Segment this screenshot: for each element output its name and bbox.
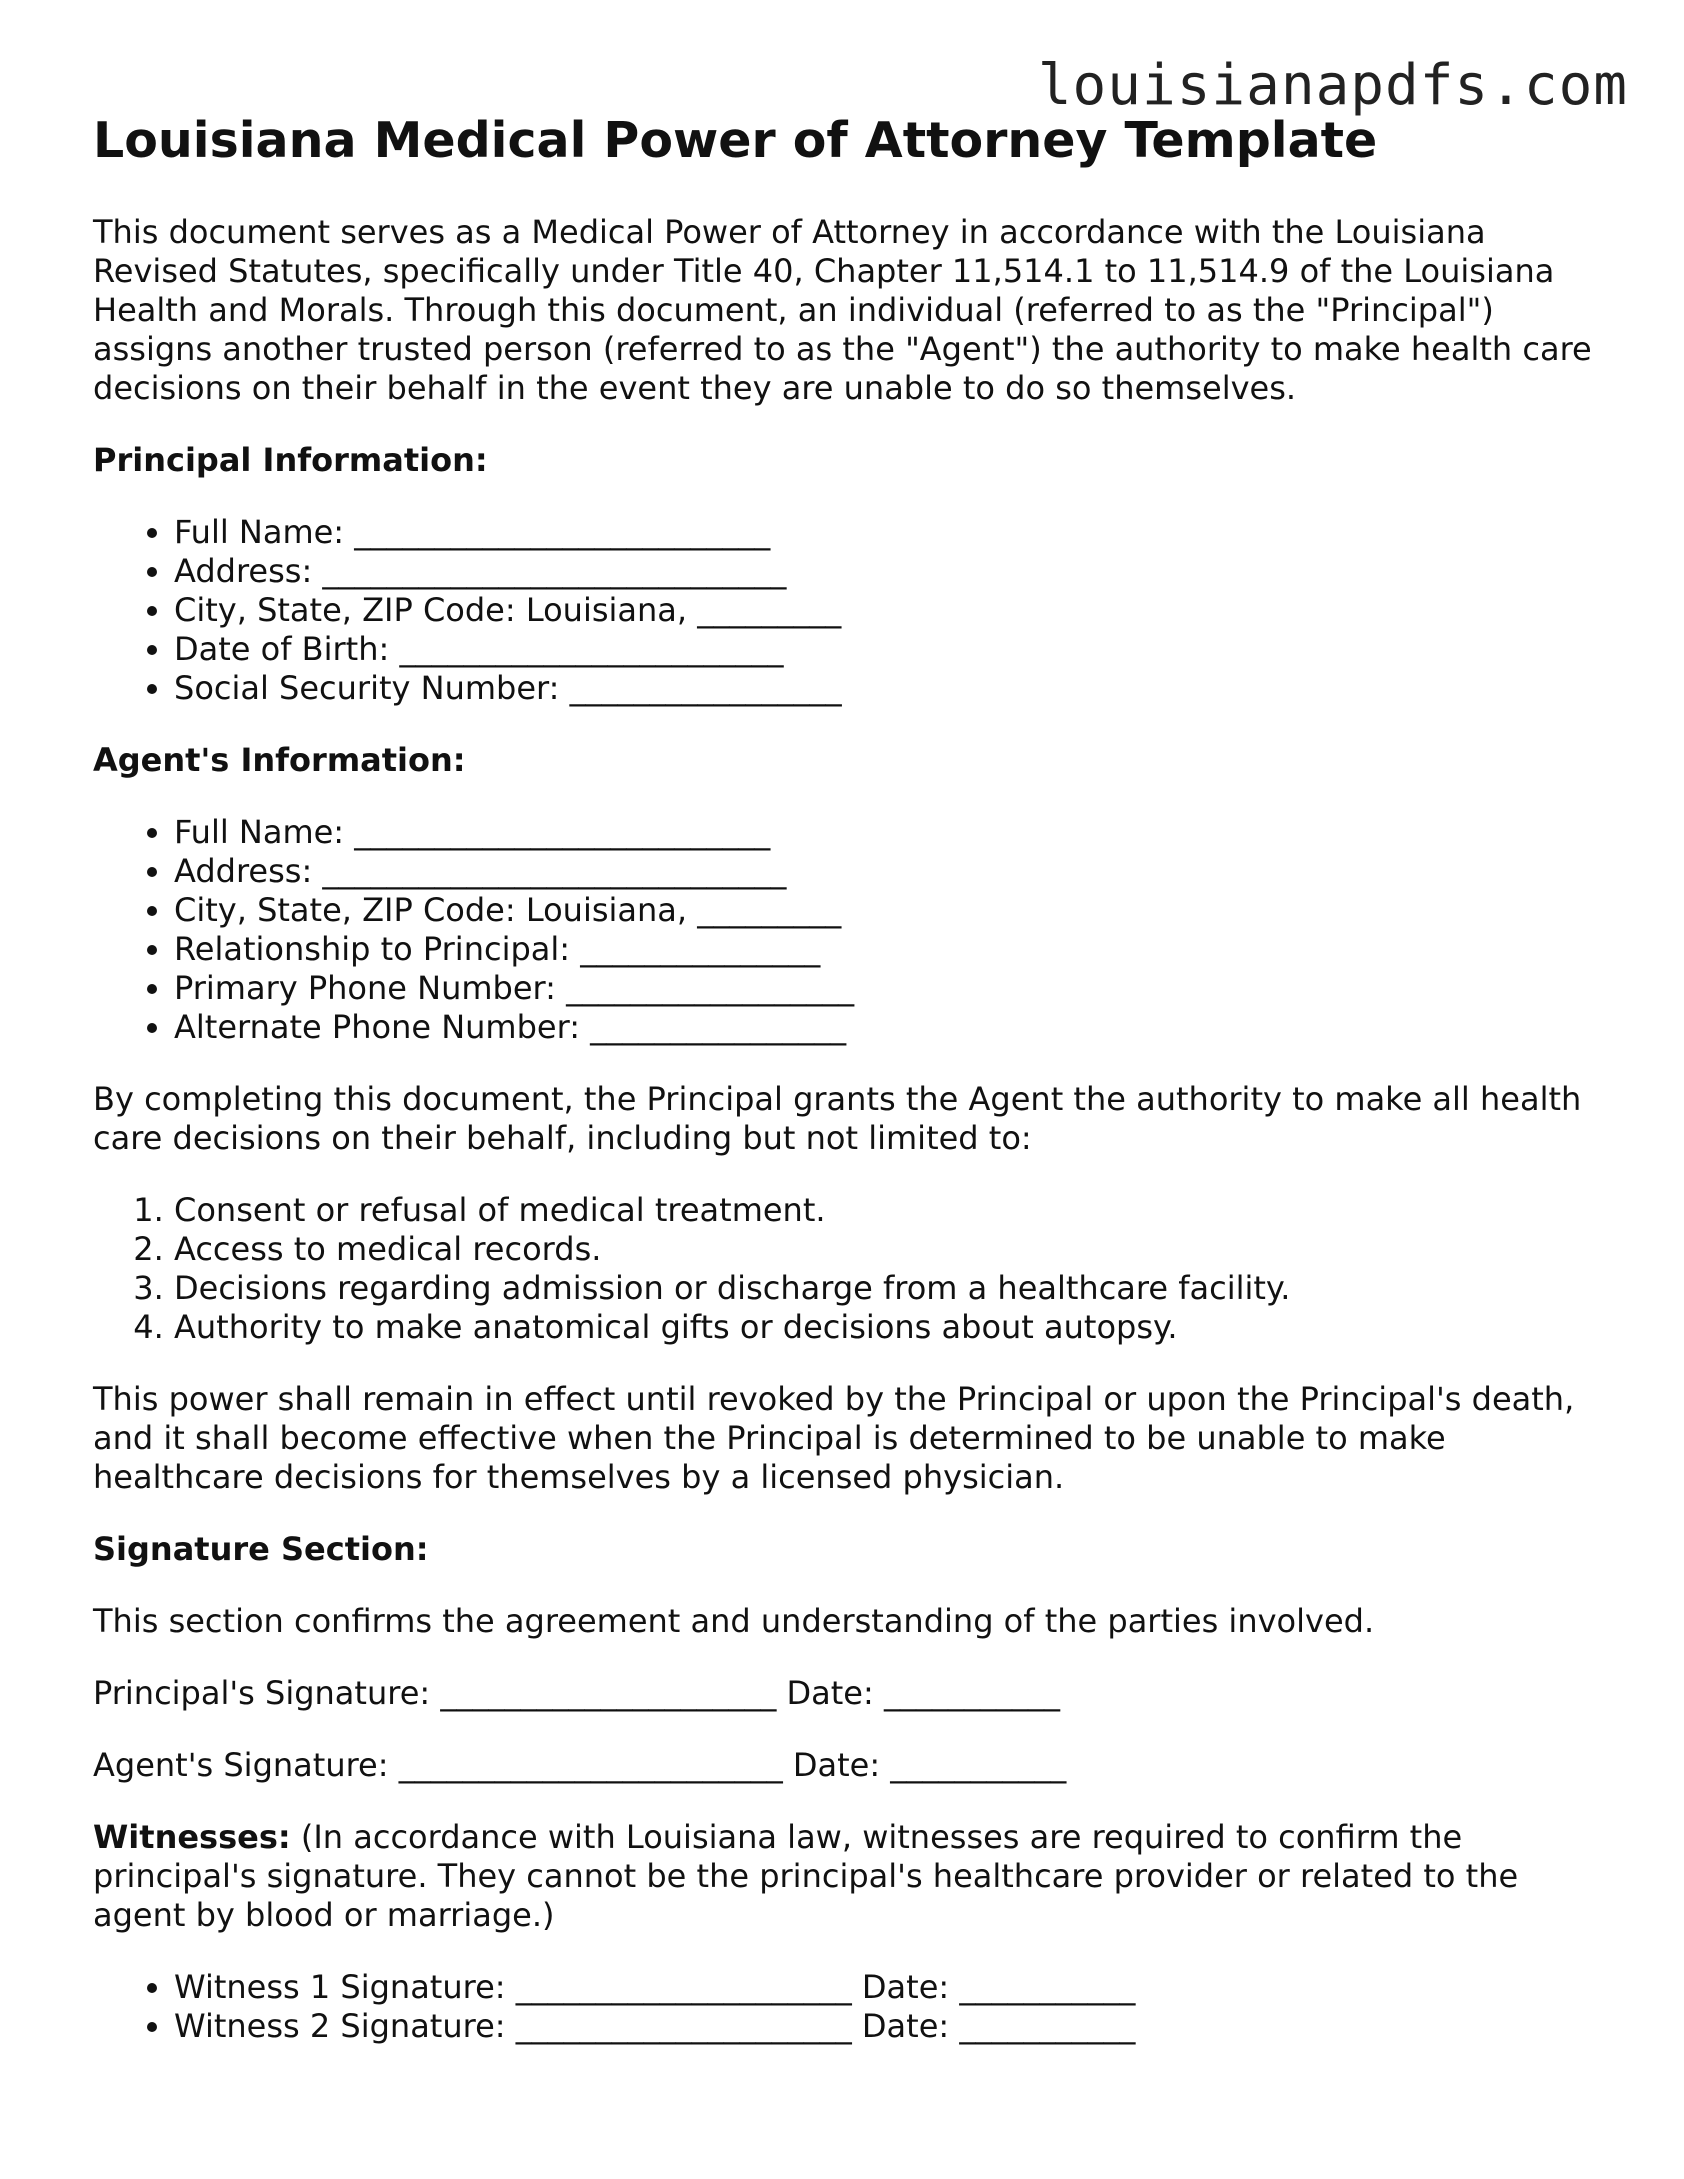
agent-relationship: • Relationship to Principal: _______________ xyxy=(174,930,1613,969)
agent-full-name: • Full Name: __________________________ xyxy=(174,813,1613,852)
intro-paragraph: This document serves as a Medical Power of Attorney in accordance with the Louisiana Revised Statutes, specifically under Title 40, Chapter 11,514.1 to 11,514.9 of the Louisiana Health and Morals. Through this document, an individual (referred to as the "Principal") assigns another trusted person (referred to as the "Agent") the authority to make health care decisions on their behalf in the event they are unable to do so themselves. xyxy=(93,212,1592,407)
power-item: 4. Authority to make anatomical gifts or decisions about autopsy. xyxy=(174,1308,1613,1347)
site-watermark: louisianapdfs.com xyxy=(1037,53,1628,118)
witness-1-signature-line: • Witness 1 Signature: _____________________ Date: ___________ xyxy=(174,1968,1613,2007)
principal-ssn: • Social Security Number: _________________ xyxy=(174,669,1613,708)
agent-alternate-phone: • Alternate Phone Number: ________________ xyxy=(174,1008,1613,1047)
document-page xyxy=(93,112,1613,2079)
witness-list xyxy=(93,1968,1613,2046)
principal-full-name: • Full Name: __________________________ xyxy=(174,513,1613,552)
agent-city-state-zip: • City, State, ZIP Code: Louisiana, _________ xyxy=(174,891,1613,930)
witnesses-label: Witnesses: xyxy=(93,1817,291,1856)
principal-info-list xyxy=(93,513,1613,708)
witnesses-text: (In accordance with Louisiana law, witnesses are required to confirm the principal's signature. They cannot be the principal's healthcare provider or related to the agent by blood or marriage.) xyxy=(93,1817,1519,1934)
signature-heading: Signature Section: xyxy=(93,1529,429,1568)
principal-signature-line: Principal's Signature: _____________________ Date: ___________ xyxy=(93,1673,1060,1712)
principal-heading: Principal Information: xyxy=(93,440,488,479)
agent-heading: Agent's Information: xyxy=(93,740,466,779)
effect-paragraph: This power shall remain in effect until revoked by the Principal or upon the Principal's death, and it shall become effective when the Principal is determined to be unable to make healthcare decisions for themselves by a licensed physician. xyxy=(93,1379,1575,1496)
principal-date-of-birth: • Date of Birth: ________________________ xyxy=(174,630,1613,669)
witnesses-paragraph xyxy=(93,1818,1613,1935)
agent-primary-phone: • Primary Phone Number: __________________ xyxy=(174,969,1613,1008)
witness-2-signature-line: • Witness 2 Signature: _____________________ Date: ___________ xyxy=(174,2007,1613,2046)
principal-city-state-zip: • City, State, ZIP Code: Louisiana, _________ xyxy=(174,591,1613,630)
powers-list xyxy=(93,1191,1613,1347)
power-item: 2. Access to medical records. xyxy=(174,1230,1613,1269)
power-item: 1. Consent or refusal of medical treatment. xyxy=(174,1191,1613,1230)
grant-paragraph: By completing this document, the Principal grants the Agent the authority to make all health care decisions on their behalf, including but not limited to: xyxy=(93,1079,1582,1157)
agent-signature-line: Agent's Signature: ________________________ Date: ___________ xyxy=(93,1745,1067,1784)
principal-address: • Address: _____________________________ xyxy=(174,552,1613,591)
signature-confirm-text: This section confirms the agreement and understanding of the parties involved. xyxy=(93,1601,1375,1640)
power-item: 3. Decisions regarding admission or discharge from a healthcare facility. xyxy=(174,1269,1613,1308)
agent-info-list xyxy=(93,813,1613,1047)
agent-address: • Address: _____________________________ xyxy=(174,852,1613,891)
document-title: Louisiana Medical Power of Attorney Template xyxy=(93,112,1378,169)
